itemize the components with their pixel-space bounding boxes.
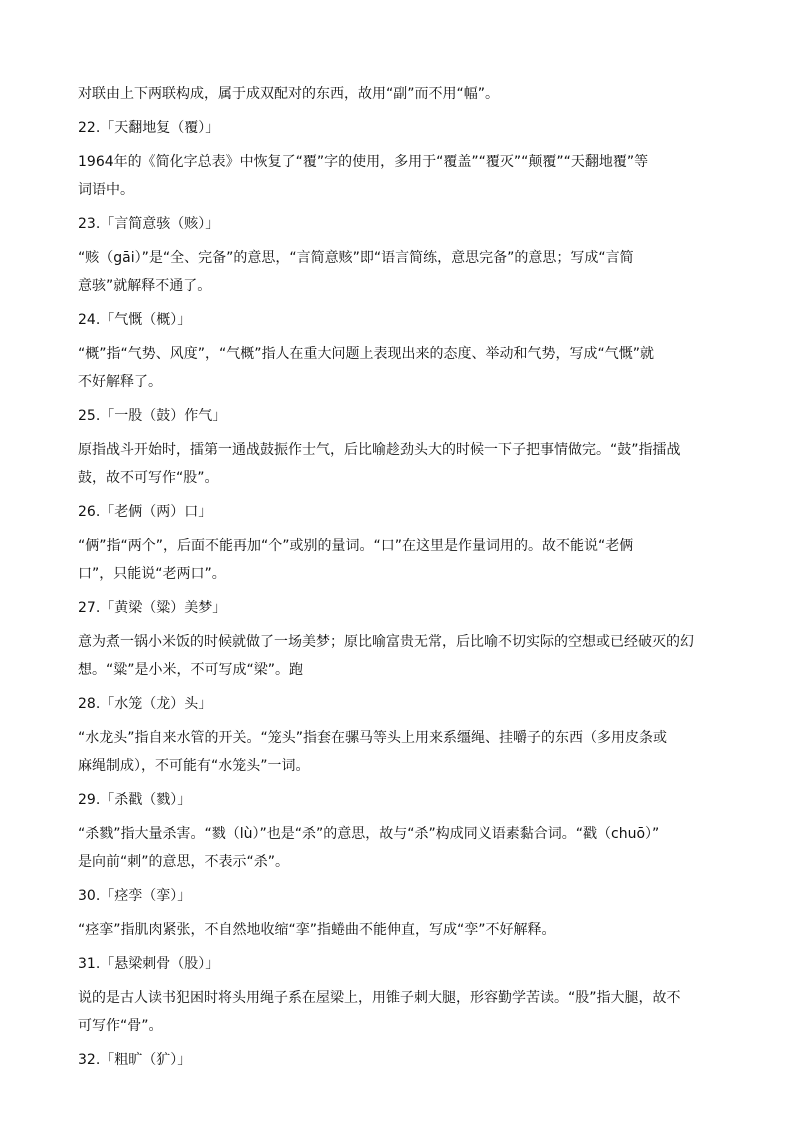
entry-22-line-1: 1964年的《简化字总表》中恢复了“覆”字的使用，多用于“覆盖”“覆灭”“颠覆”“天翻地覆”等	[78, 154, 649, 170]
entry-heading-29: 29.「杀戳（戮）」	[78, 792, 192, 808]
entry-31-line-2: 可写作“骨”。	[78, 1018, 163, 1034]
entry-heading-30: 30.「痉孪（挛）」	[78, 888, 192, 904]
entry-31-line-1: 说的是古人读书犯困时将头用绳子系在屋梁上，用锥子刺大腿，形容勤学苦读。“股”指大腿，故不	[78, 990, 681, 1006]
entry-23-line-2: 意骇”就解释不通了。	[78, 278, 212, 294]
entry-22-line-2: 词语中。	[78, 182, 134, 198]
entry-26-line-2: 口”，只能说“老两口”。	[78, 566, 226, 582]
entry-27-line-1: 意为煮一锅小米饭的时候就做了一场美梦；原比喻富贵无常，后比喻不切实际的空想或已经破灭的幻	[78, 634, 694, 650]
entry-heading-27: 27.「黄梁（粱）美梦」	[78, 600, 227, 616]
entry-30-line-1: “痉挛”指肌肉紧张，不自然地收缩“挛”指蜷曲不能伸直，写成“孪”不好解释。	[78, 922, 556, 938]
entry-heading-22: 22.「天翻地复（覆）」	[78, 120, 220, 136]
entry-25-line-2: 鼓，故不可写作“股”。	[78, 470, 219, 486]
entry-24-line-1: “概”指“气势、风度”，“气概”指人在重大问题上表现出来的态度、举动和气势，写成“气慨”就	[78, 346, 655, 362]
entry-27-line-2: 想。“粱”是小米，不可写成“梁”。跑	[78, 662, 304, 678]
entry-26-line-1: “俩”指“两个”，后面不能再加“个”或别的量词。“口”在这里是作量词用的。故不能说“老俩	[78, 538, 634, 554]
intro-line: 对联由上下两联构成，属于成双配对的东西，故用“副”而不用“幅”。	[78, 86, 500, 102]
document-body	[78, 80, 718, 1074]
entry-24-line-2: 不好解释了。	[78, 374, 162, 390]
entry-28-line-1: “水龙头”指自来水管的开关。“笼头”指套在骡马等头上用来系缰绳、挂嚼子的东西（多用皮条或	[78, 730, 668, 746]
entry-heading-32: 32.「粗旷（犷）」	[78, 1052, 192, 1068]
entry-heading-25: 25.「一股（鼓）作气」	[78, 408, 227, 424]
entry-28-line-2: 麻绳制成），不可能有“水笼头”一词。	[78, 758, 310, 774]
entry-heading-28: 28.「水笼（龙）头」	[78, 696, 213, 712]
entry-25-line-1: 原指战斗开始时，擂第一通战鼓振作士气，后比喻趁劲头大的时候一下子把事情做完。“鼓”指擂战	[78, 442, 681, 458]
entry-heading-31: 31.「悬梁刺骨（股）」	[78, 956, 220, 972]
entry-heading-26: 26.「老俩（两）口」	[78, 504, 213, 520]
entry-29-line-1: “杀戮”指大量杀害。“戮（lù）”也是“杀”的意思，故与“杀”构成同义语素黏合词。“戳（chuō）”	[78, 826, 660, 842]
entry-23-line-1: “赅（gāi）”是“全、完备”的意思，“言简意赅”即“语言简练，意思完备”的意思；写成“言简	[78, 250, 634, 266]
entry-heading-24: 24.「气慨（概）」	[78, 312, 192, 328]
entry-29-line-2: 是向前“刺”的意思，不表示“杀”。	[78, 854, 290, 870]
entry-heading-23: 23.「言简意骇（赅）」	[78, 216, 220, 232]
